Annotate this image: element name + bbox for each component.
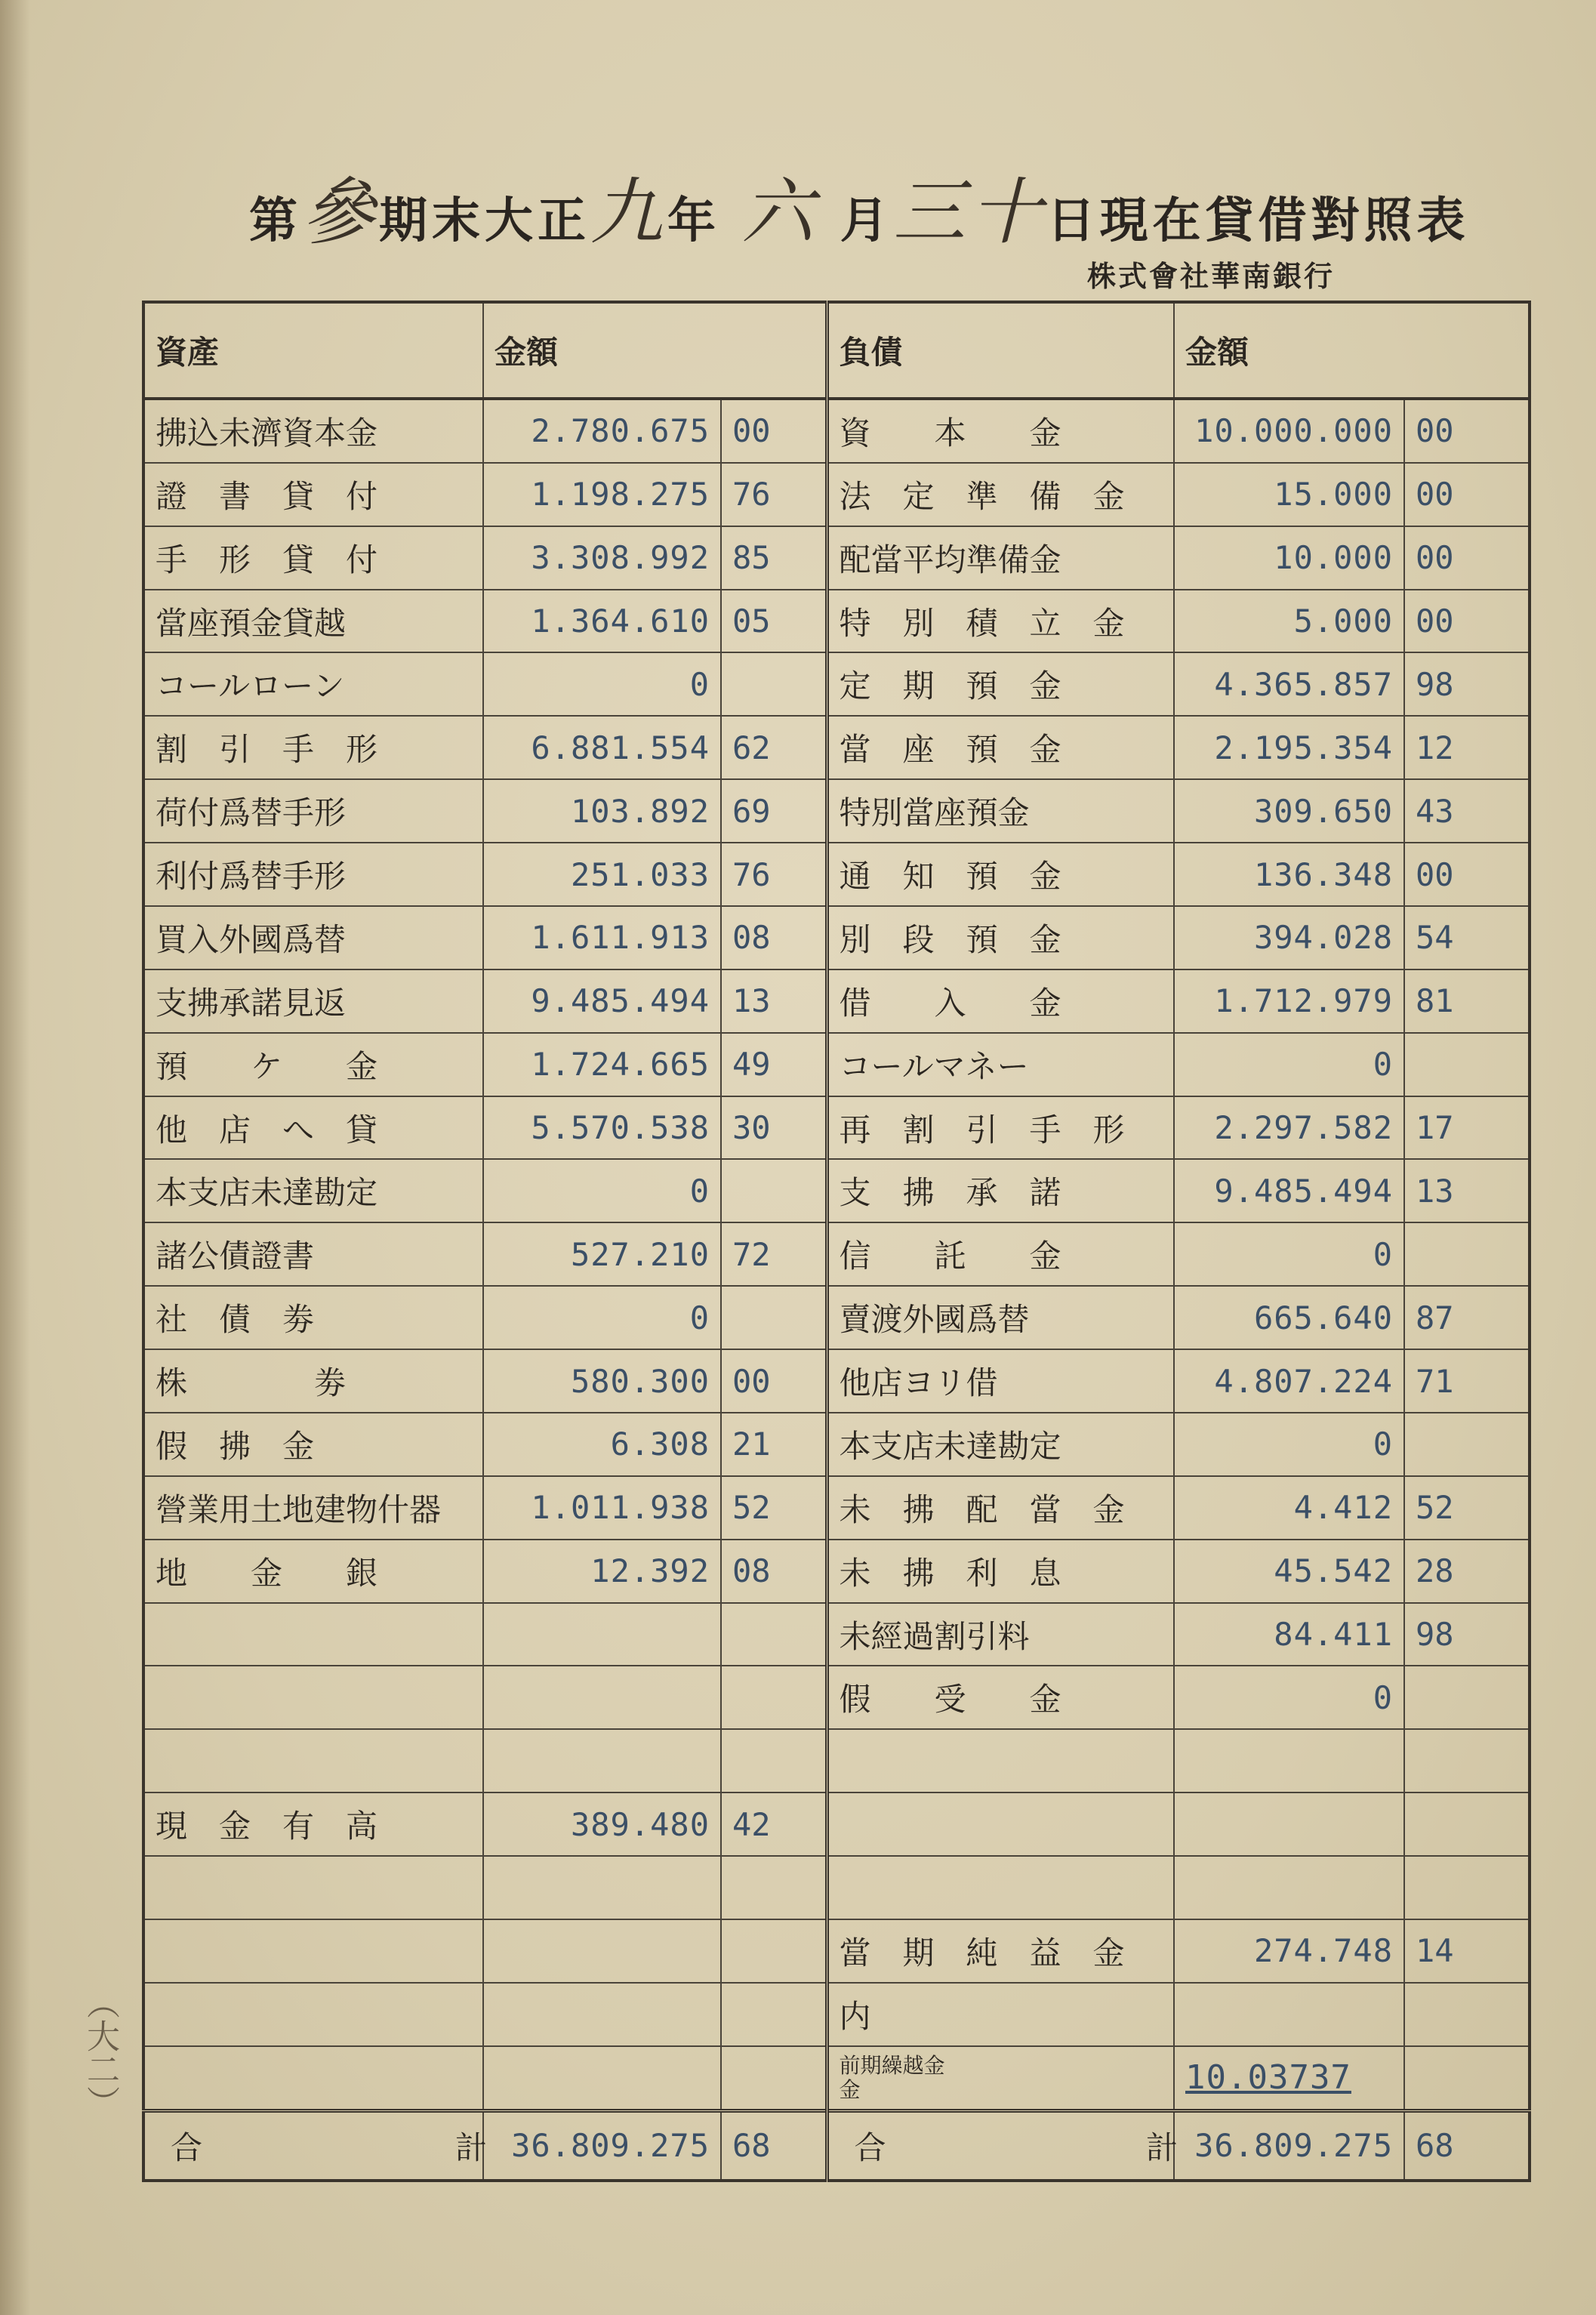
- liability-sen: [1404, 2046, 1530, 2110]
- liability-label: 未 拂 利 息: [827, 1540, 1174, 1603]
- liability-amount: 0: [1174, 1033, 1404, 1096]
- liability-amount: [1174, 1729, 1404, 1793]
- liability-label: 通 知 預 金: [827, 843, 1174, 906]
- asset-amount: [483, 2046, 721, 2110]
- table-row: [143, 1222, 1530, 1286]
- asset-amount: 2.780.675: [483, 399, 721, 463]
- liability-amount: 0: [1174, 1666, 1404, 1729]
- asset-amount: 6.881.554: [483, 716, 721, 779]
- table-row: [143, 1919, 1530, 1983]
- liability-label: 當 期 純 益 金: [827, 1919, 1174, 1983]
- total-assets-label: 合 計: [143, 2110, 483, 2181]
- asset-label: 諸公債證書: [143, 1222, 483, 1286]
- asset-label: [143, 2046, 483, 2110]
- asset-sen: 52: [721, 1476, 827, 1540]
- asset-amount: [483, 1983, 721, 2046]
- liability-amount: 84.411: [1174, 1603, 1404, 1666]
- document-title: 第參期末大正九年 六 月三十日現在貸借對照表: [249, 170, 1470, 254]
- liability-amount: 394.028: [1174, 906, 1404, 969]
- table-row: [143, 779, 1530, 843]
- header-row: [143, 302, 1530, 399]
- asset-label: 支拂承諾見返: [143, 969, 483, 1033]
- liability-label: 支 拂 承 諾: [827, 1159, 1174, 1222]
- asset-label: 手 形 貸 付: [143, 526, 483, 590]
- liability-label: 別 段 預 金: [827, 906, 1174, 969]
- liability-label: 信 託 金: [827, 1222, 1174, 1286]
- liability-sen: 12: [1404, 716, 1530, 779]
- table-row: [143, 843, 1530, 906]
- liability-sen: 00: [1404, 526, 1530, 590]
- liability-sen: 00: [1404, 463, 1530, 526]
- liability-label: 他店ヨリ借: [827, 1349, 1174, 1413]
- balance-sheet-body: [143, 302, 1530, 2181]
- total-row: [143, 2110, 1530, 2181]
- table-row: [143, 463, 1530, 526]
- liability-label: 未經過割引料: [827, 1603, 1174, 1666]
- total-assets-amount: 36.809.275: [483, 2110, 721, 2181]
- note-amount-value: 10.03737: [1185, 2058, 1351, 2098]
- liability-sen: 14: [1404, 1919, 1530, 1983]
- balance-sheet-table: [142, 301, 1531, 2182]
- liability-amount: 10.000: [1174, 526, 1404, 590]
- liability-amount: 309.650: [1174, 779, 1404, 843]
- liability-label: 特 別 積 立 金: [827, 590, 1174, 653]
- table-row: [143, 1603, 1530, 1666]
- asset-sen: 05: [721, 590, 827, 653]
- margin-annotation: （大二）: [81, 1986, 119, 2119]
- asset-label: [143, 1729, 483, 1793]
- liability-sen: [1404, 1983, 1530, 2046]
- table-row: [143, 1286, 1530, 1349]
- liability-amount: 45.542: [1174, 1540, 1404, 1603]
- asset-sen: 08: [721, 906, 827, 969]
- liability-label: 特別當座預金: [827, 779, 1174, 843]
- asset-sen: 49: [721, 1033, 827, 1096]
- asset-sen: 00: [721, 399, 827, 463]
- asset-sen: 00: [721, 1349, 827, 1413]
- liability-label: 本支店未達勘定: [827, 1413, 1174, 1476]
- table-row: [143, 1666, 1530, 1729]
- liability-label: 定 期 預 金: [827, 652, 1174, 716]
- header-liabilities: 負債: [827, 302, 1174, 399]
- liability-label: [827, 1856, 1174, 1919]
- asset-label: [143, 1983, 483, 2046]
- liability-sen: 71: [1404, 1349, 1530, 1413]
- total-assets-sen: 68: [721, 2110, 827, 2181]
- table-row: [143, 590, 1530, 653]
- asset-label: 預 ケ 金: [143, 1033, 483, 1096]
- asset-sen: 13: [721, 969, 827, 1033]
- asset-sen: [721, 1729, 827, 1793]
- table-row: [143, 1540, 1530, 1603]
- table-row: [143, 1793, 1530, 1856]
- asset-amount: 1.364.610: [483, 590, 721, 653]
- asset-amount: 251.033: [483, 843, 721, 906]
- liability-amount: 274.748: [1174, 1919, 1404, 1983]
- asset-label: [143, 1666, 483, 1729]
- asset-sen: [721, 1159, 827, 1222]
- liability-sen: [1404, 1222, 1530, 1286]
- handwritten-period: 參: [302, 170, 379, 254]
- liability-sen: 00: [1404, 590, 1530, 653]
- asset-label: 社 債 劵: [143, 1286, 483, 1349]
- liability-label: 再 割 引 手 形: [827, 1096, 1174, 1160]
- asset-amount: [483, 1856, 721, 1919]
- liability-label: 法 定 準 備 金: [827, 463, 1174, 526]
- liability-label: 配當平均準備金: [827, 526, 1174, 590]
- asset-amount: 0: [483, 652, 721, 716]
- liability-sen: [1404, 1666, 1530, 1729]
- liability-sen: [1404, 1856, 1530, 1919]
- asset-amount: 0: [483, 1286, 721, 1349]
- asset-amount: 580.300: [483, 1349, 721, 1413]
- header-assets: 資產: [143, 302, 483, 399]
- table-row: [143, 2046, 1530, 2110]
- asset-label: 荷付爲替手形: [143, 779, 483, 843]
- asset-label: 假 拂 金: [143, 1413, 483, 1476]
- header-liabilities-amount: 金額: [1174, 302, 1530, 399]
- note-amount: [1174, 2046, 1404, 2110]
- liability-sen: 54: [1404, 906, 1530, 969]
- asset-amount: 527.210: [483, 1222, 721, 1286]
- asset-amount: 1.724.665: [483, 1033, 721, 1096]
- note-label-line2: 金: [839, 2076, 861, 2102]
- asset-sen: [721, 2046, 827, 2110]
- asset-sen: [721, 652, 827, 716]
- asset-amount: 5.570.538: [483, 1096, 721, 1160]
- asset-amount: 1.611.913: [483, 906, 721, 969]
- asset-amount: 1.011.938: [483, 1476, 721, 1540]
- asset-amount: 103.892: [483, 779, 721, 843]
- liability-label: 内: [827, 1983, 1174, 2046]
- liability-label: 借 入 金: [827, 969, 1174, 1033]
- asset-sen: 72: [721, 1222, 827, 1286]
- asset-amount: [483, 1919, 721, 1983]
- table-row: [143, 906, 1530, 969]
- asset-label: コールローン: [143, 652, 483, 716]
- table-row: [143, 1856, 1530, 1919]
- asset-amount: 12.392: [483, 1540, 721, 1603]
- liability-label: 當 座 預 金: [827, 716, 1174, 779]
- liability-sen: 00: [1404, 843, 1530, 906]
- note-label: [827, 2046, 1174, 2110]
- liability-label: 假 受 金: [827, 1666, 1174, 1729]
- asset-label: [143, 1603, 483, 1666]
- asset-label: 他 店 へ 貸: [143, 1096, 483, 1160]
- asset-sen: [721, 1983, 827, 2046]
- table-row: [143, 1476, 1530, 1540]
- liability-amount: 10.000.000: [1174, 399, 1404, 463]
- liability-amount: 2.297.582: [1174, 1096, 1404, 1160]
- liability-amount: 136.348: [1174, 843, 1404, 906]
- liability-amount: 0: [1174, 1222, 1404, 1286]
- liability-amount: 9.485.494: [1174, 1159, 1404, 1222]
- asset-sen: [721, 1919, 827, 1983]
- asset-label: 株 劵: [143, 1349, 483, 1413]
- asset-sen: 42: [721, 1793, 827, 1856]
- asset-amount: [483, 1729, 721, 1793]
- liability-amount: 2.195.354: [1174, 716, 1404, 779]
- asset-amount: [483, 1666, 721, 1729]
- liability-sen: 00: [1404, 399, 1530, 463]
- asset-amount: 6.308: [483, 1413, 721, 1476]
- asset-sen: 30: [721, 1096, 827, 1160]
- liability-amount: 665.640: [1174, 1286, 1404, 1349]
- asset-amount: 0: [483, 1159, 721, 1222]
- table-row: [143, 399, 1530, 463]
- asset-label: 本支店未達勘定: [143, 1159, 483, 1222]
- liability-label: コールマネー: [827, 1033, 1174, 1096]
- liability-amount: 4.412: [1174, 1476, 1404, 1540]
- asset-sen: 62: [721, 716, 827, 779]
- asset-sen: 76: [721, 843, 827, 906]
- liability-sen: [1404, 1413, 1530, 1476]
- asset-label: [143, 1856, 483, 1919]
- liability-amount: 4.807.224: [1174, 1349, 1404, 1413]
- asset-amount: [483, 1603, 721, 1666]
- table-row: [143, 1096, 1530, 1160]
- liability-label: [827, 1793, 1174, 1856]
- liability-label: 未 拂 配 當 金: [827, 1476, 1174, 1540]
- liability-sen: 87: [1404, 1286, 1530, 1349]
- liability-label: [827, 1729, 1174, 1793]
- asset-amount: 389.480: [483, 1793, 721, 1856]
- asset-label: 買入外國爲替: [143, 906, 483, 969]
- asset-sen: 85: [721, 526, 827, 590]
- liability-amount: 5.000: [1174, 590, 1404, 653]
- asset-label: 現 金 有 高: [143, 1793, 483, 1856]
- total-liabilities-label: 合 計: [827, 2110, 1174, 2181]
- liability-sen: 98: [1404, 1603, 1530, 1666]
- asset-label: 利付爲替手形: [143, 843, 483, 906]
- asset-sen: 69: [721, 779, 827, 843]
- liability-amount: [1174, 1793, 1404, 1856]
- asset-sen: 76: [721, 463, 827, 526]
- asset-sen: 21: [721, 1413, 827, 1476]
- asset-label: 地 金 銀: [143, 1540, 483, 1603]
- total-liabilities-sen: 68: [1404, 2110, 1530, 2181]
- table-row: [143, 716, 1530, 779]
- liability-label: 資 本 金: [827, 399, 1174, 463]
- asset-sen: [721, 1666, 827, 1729]
- liability-sen: 28: [1404, 1540, 1530, 1603]
- asset-sen: 08: [721, 1540, 827, 1603]
- asset-label: 拂込未濟資本金: [143, 399, 483, 463]
- asset-label: 營業用土地建物什器: [143, 1476, 483, 1540]
- table-row: [143, 652, 1530, 716]
- table-row: [143, 1159, 1530, 1222]
- table-row: [143, 526, 1530, 590]
- asset-amount: 1.198.275: [483, 463, 721, 526]
- liability-amount: 1.712.979: [1174, 969, 1404, 1033]
- header-assets-amount: 金額: [483, 302, 827, 399]
- note-label-line1: 前期繰越金: [839, 2052, 945, 2078]
- liability-amount: 15.000: [1174, 463, 1404, 526]
- liability-sen: [1404, 1729, 1530, 1793]
- liability-amount: [1174, 1983, 1404, 2046]
- binding-shadow: [0, 0, 30, 2315]
- table-row: [143, 1729, 1530, 1793]
- asset-label: 當座預金貸越: [143, 590, 483, 653]
- liability-sen: 52: [1404, 1476, 1530, 1540]
- total-liabilities-amount: 36.809.275: [1174, 2110, 1404, 2181]
- asset-amount: 9.485.494: [483, 969, 721, 1033]
- liability-sen: [1404, 1793, 1530, 1856]
- liability-label: 賣渡外國爲替: [827, 1286, 1174, 1349]
- company-name: 株式會社華南銀行: [1087, 259, 1336, 293]
- liability-sen: [1404, 1033, 1530, 1096]
- liability-sen: 17: [1404, 1096, 1530, 1160]
- liability-sen: 43: [1404, 779, 1530, 843]
- liability-sen: 98: [1404, 652, 1530, 716]
- table-row: [143, 1349, 1530, 1413]
- asset-label: [143, 1919, 483, 1983]
- asset-sen: [721, 1286, 827, 1349]
- table-row: [143, 969, 1530, 1033]
- table-row: [143, 1983, 1530, 2046]
- table-row: [143, 1033, 1530, 1096]
- liability-sen: 81: [1404, 969, 1530, 1033]
- liability-amount: 0: [1174, 1413, 1404, 1476]
- asset-sen: [721, 1856, 827, 1919]
- liability-amount: 4.365.857: [1174, 652, 1404, 716]
- table-row: [143, 1413, 1530, 1476]
- asset-label: 證 書 貸 付: [143, 463, 483, 526]
- asset-label: 割 引 手 形: [143, 716, 483, 779]
- asset-amount: 3.308.992: [483, 526, 721, 590]
- liability-sen: 13: [1404, 1159, 1530, 1222]
- liability-amount: [1174, 1856, 1404, 1919]
- asset-sen: [721, 1603, 827, 1666]
